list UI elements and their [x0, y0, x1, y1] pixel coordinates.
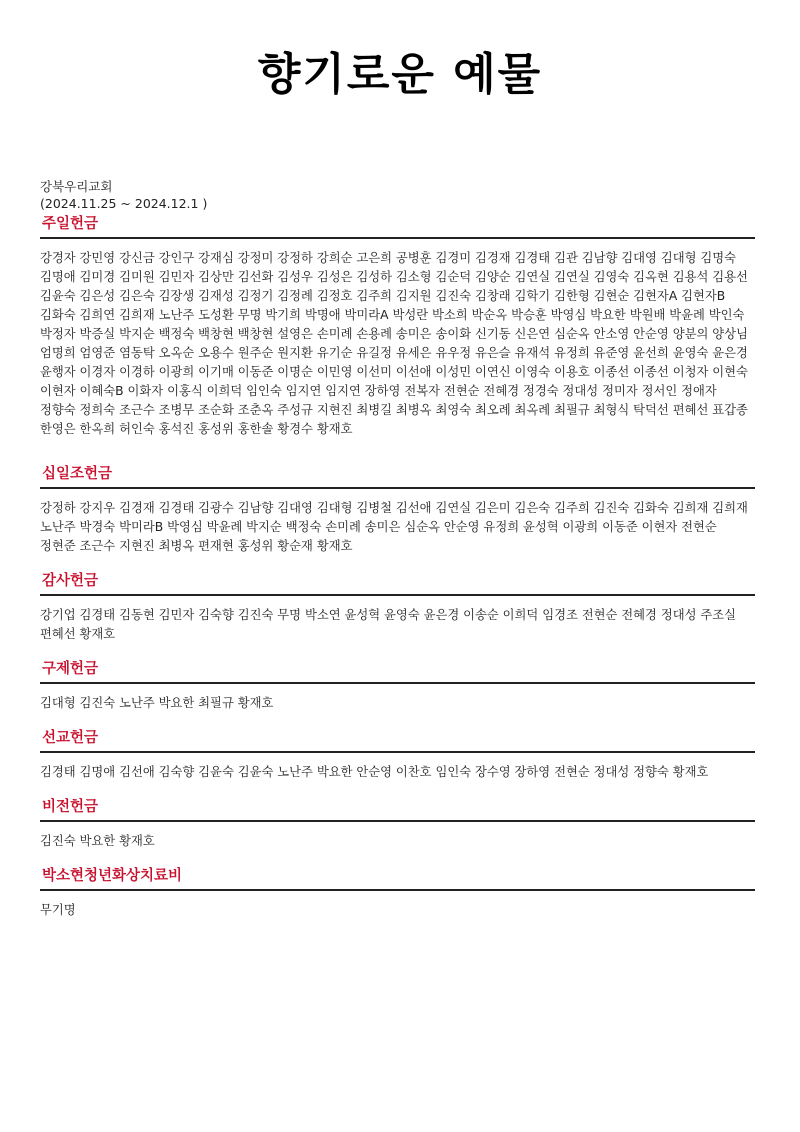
donor-names: 김대형 김진숙 노난주 박요한 최필규 황재호: [40, 696, 274, 710]
section-title: 구제헌금: [42, 661, 99, 677]
donor-names: 강기업 김경태 김동현 김민자 김숙향 김진숙 무명 박소연 윤성혁 윤영숙 윤은경 이송순 이희덕 임경조 전현순 전혜경 정대성 주조실 편혜선 황재호: [40, 608, 737, 641]
date-range: (2024.11.25 ~ 2024.12.1 ): [40, 196, 208, 211]
section-header: [40, 463, 755, 489]
section-sunday-offering: [40, 213, 755, 439]
church-name: 강북우리교회: [40, 179, 113, 194]
donor-names: 강경자 강민영 강신금 강인구 강재심 강정미 강정하 강희순 고은희 공병훈 김경미 김경재 김경태 김관 김남향 김대영 김대형 김명숙 김명애 김미경 김미원 김민자 김상만 김선화 김성우 김성은 김성하 김소형 김순덕 김양순 김연실 김연실 김영숙 김옥현 김용석 김용선 김윤숙 김은성 김은숙 김장생 김재성 김정기 김정례 김정호 김주희 김지원 김진숙 김창래 김학기 김한형 김현순 김현자A 김현자B 김화숙 김희연 김희재 노난주 도성환 무명 박기희 박명애 박미라A 박성란 박소희 박순옥 박승훈 박영심 박요한 박원배 박윤례 박인숙 박정자 박증실 박지순 백정숙 백창현 백창현 설영은 손미례 손용례 송미은 송이화 신기동 신은연 심순옥 안소영 안순영 양분의 양상님 엄명희 엄영준 염동탁 오옥순 오용수 원주순 원지환 유기순 유길정 유세은 유우정 유은슬 유재석 유정희 유준영 윤선희 윤영숙 윤은경 윤행자 이경자 이경하 이광희 이기매 이동준 이명순 이민영 이선미 이선애 이성민 이연신 이영숙 이용호 이종선 이종선 이청자 이현숙 이현자 이혜숙B 이화자 이홍식 이희덕 임인숙 임지연 임지연 장하영 전복자 전현순 전혜경 정경숙 정대성 정미자 정서인 정애자 정향숙 정희숙 조근수 조병무 조순화 조춘옥 주성규 지현진 최병길 최병옥 최영숙 최오례 최옥례 최필규 최형식 탁덕선 편혜선 표갑종 한영은 한옥희 허인숙 홍석진 홍성위 홍한솔 황경수 황재호: [40, 251, 748, 436]
section-title: 감사헌금: [42, 573, 99, 589]
section-vision-offering: [40, 796, 755, 851]
section-title: 십일조헌금: [42, 466, 113, 482]
section-thanksgiving-offering: [40, 570, 755, 644]
section-tithe-offering: [40, 463, 755, 556]
section-title: 박소현청년화상치료비: [42, 868, 183, 884]
donor-names: 강정하 강지우 김경재 김경태 김광수 김남향 김대영 김대형 김병철 김선애 김연실 김은미 김은숙 김주희 김진숙 김화숙 김희재 김희재 노난주 박경숙 박미라B 박영심 박윤례 박지순 백정숙 손미례 송미은 심순옥 안순영 유정희 윤성혁 이광희 이동준 이현자 전현순 정현준 조근수 지현진 최병옥 편재현 홍성위 황순재 황재호: [40, 501, 748, 553]
offering-list: [40, 213, 755, 934]
section-header: [40, 865, 755, 891]
section-header: [40, 213, 755, 239]
section-header: [40, 570, 755, 596]
section-burn-treatment-fund: [40, 865, 755, 920]
section-header: [40, 658, 755, 684]
section-header: [40, 796, 755, 822]
donor-names: 김진숙 박요한 황재호: [40, 834, 155, 848]
page-title: 향기로운 예물: [257, 49, 543, 100]
section-title: 선교헌금: [42, 730, 99, 746]
donor-names: 김경태 김명애 김선애 김숙향 김윤숙 김윤숙 노난주 박요한 안순영 이찬호 임인숙 장수영 장하영 전현순 정대성 정향숙 황재호: [40, 765, 709, 779]
section-title: 주일헌금: [42, 216, 99, 232]
section-mission-offering: [40, 727, 755, 782]
church-info: [40, 178, 207, 212]
donor-names: 무기명: [40, 903, 76, 917]
section-title: 비전헌금: [42, 799, 99, 815]
section-header: [40, 727, 755, 753]
section-relief-offering: [40, 658, 755, 713]
